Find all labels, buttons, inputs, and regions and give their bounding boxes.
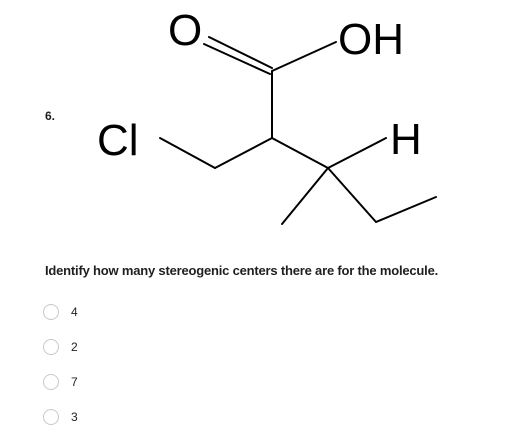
- option-4[interactable]: [43, 407, 78, 427]
- hydroxyl-label: OH: [338, 15, 404, 64]
- radio-button[interactable]: [43, 304, 59, 320]
- option-label: 3: [71, 410, 78, 424]
- option-2[interactable]: [43, 337, 78, 357]
- option-label: 4: [71, 305, 78, 319]
- option-1[interactable]: [43, 302, 78, 322]
- beta-methyl-bond: [282, 168, 328, 224]
- carbonyl-bond-1: [204, 44, 270, 74]
- hydrogen-label: H: [390, 115, 422, 164]
- alpha-ch2-bond: [215, 138, 272, 168]
- ch2-cl-bond: [160, 138, 215, 168]
- oxygen-label: O: [168, 6, 203, 55]
- radio-button[interactable]: [43, 409, 59, 425]
- ethyl-bond: [376, 197, 436, 222]
- question-prompt: Identify how many stereogenic centers there are for the molecule.: [45, 263, 439, 278]
- option-label: 7: [71, 375, 78, 389]
- chlorine-label: Cl: [97, 116, 139, 165]
- alpha-beta-bond: [272, 138, 328, 168]
- option-3[interactable]: [43, 372, 78, 392]
- carbonyl-bond-2: [209, 37, 272, 68]
- radio-button[interactable]: [43, 374, 59, 390]
- hydroxyl-bond: [272, 42, 336, 71]
- question-number: 6.: [45, 109, 56, 123]
- beta-ethyl-bond: [328, 168, 376, 222]
- radio-button[interactable]: [43, 339, 59, 355]
- option-label: 2: [71, 340, 78, 354]
- beta-h-bond: [328, 138, 386, 168]
